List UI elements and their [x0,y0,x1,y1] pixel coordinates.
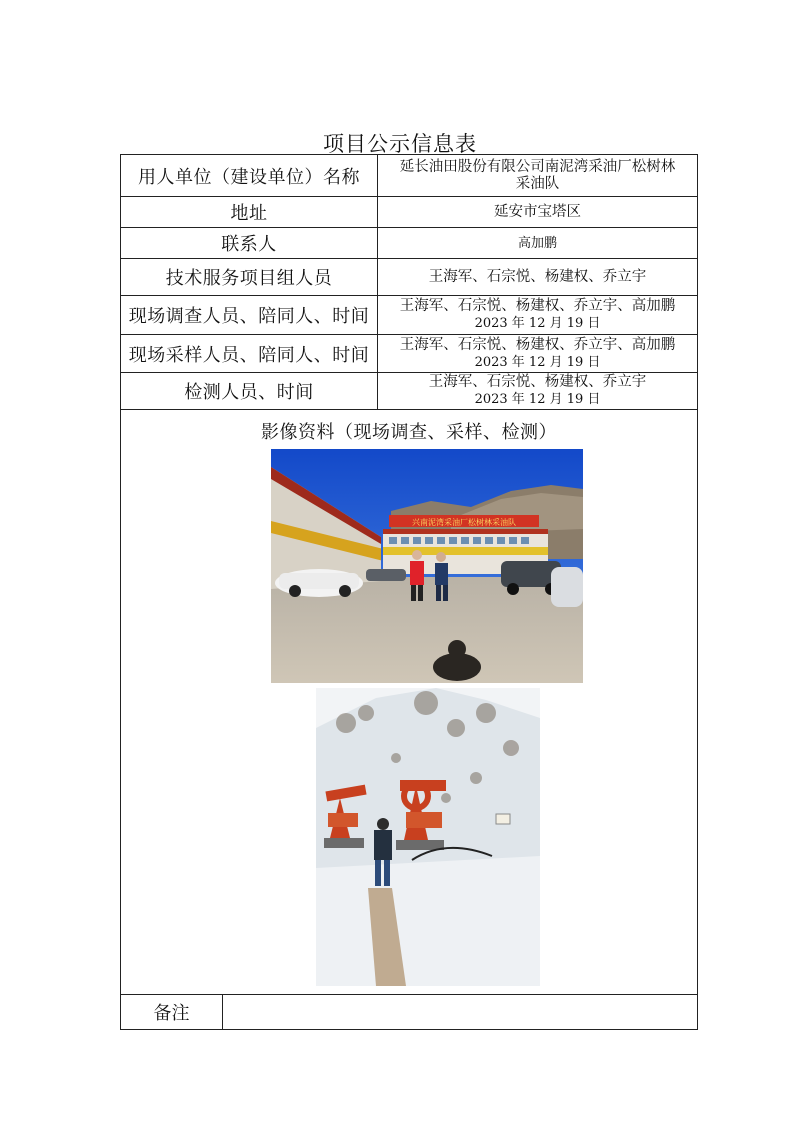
photos-title: 影像资料（现场调查、采样、检测） [261,422,557,443]
label-testing: 检测人员、时间 [121,373,378,410]
site-survey-photo [271,449,583,683]
photos-cell [121,410,698,995]
row-sampling [121,335,698,373]
value-address: 延安市宝塔区 [378,197,698,228]
row-survey [121,296,698,335]
value-remark [223,995,698,1030]
value-survey [378,296,698,335]
info-table [120,154,698,995]
label-contact: 联系人 [121,228,378,259]
value-testing-people: 王海军、石宗悦、杨建权、乔立宇 [428,374,647,390]
row-testing [121,373,698,410]
value-sampling-people: 王海军、石宗悦、杨建权、乔立宇、高加鹏 [399,336,676,353]
row-contact [121,228,698,259]
label-team: 技术服务项目组人员 [121,259,378,296]
value-testing-date: 2023 年 12 月 19 日 [474,392,601,407]
value-testing [378,373,698,410]
label-unit-name: 用人单位（建设单位）名称 [121,155,378,197]
value-unit-name [378,155,698,197]
value-contact-text: 高加鹏 [517,235,557,251]
row-address [121,197,698,228]
building-banner-text: 兴南泥湾采油厂松树林采油队 [412,518,516,527]
page-title: 项目公示信息表 [323,132,477,156]
value-contact [378,228,698,259]
value-survey-people: 王海军、石宗悦、杨建权、乔立宇、高加鹏 [399,298,676,314]
site-survey-photo-image [271,449,583,683]
value-survey-date: 2023 年 12 月 19 日 [474,316,601,331]
row-photos [121,410,698,995]
value-sampling-date: 2023 年 12 月 19 日 [474,354,601,370]
label-sampling: 现场采样人员、陪同人、时间 [121,335,378,373]
sampling-site-photo-image [316,688,540,986]
label-address: 地址 [121,197,378,228]
value-unit-name-line2: 采油队 [515,175,560,192]
value-team: 王海军、石宗悦、杨建权、乔立宇 [378,259,698,296]
value-unit-name-line1: 延长油田股份有限公司南泥湾采油厂松树林 [399,158,676,175]
sampling-site-photo [316,688,540,986]
value-sampling [378,335,698,373]
row-unit-name [121,155,698,197]
remark-table [120,994,698,1030]
row-team [121,259,698,296]
label-survey: 现场调查人员、陪同人、时间 [121,296,378,335]
label-remark: 备注 [121,995,223,1030]
